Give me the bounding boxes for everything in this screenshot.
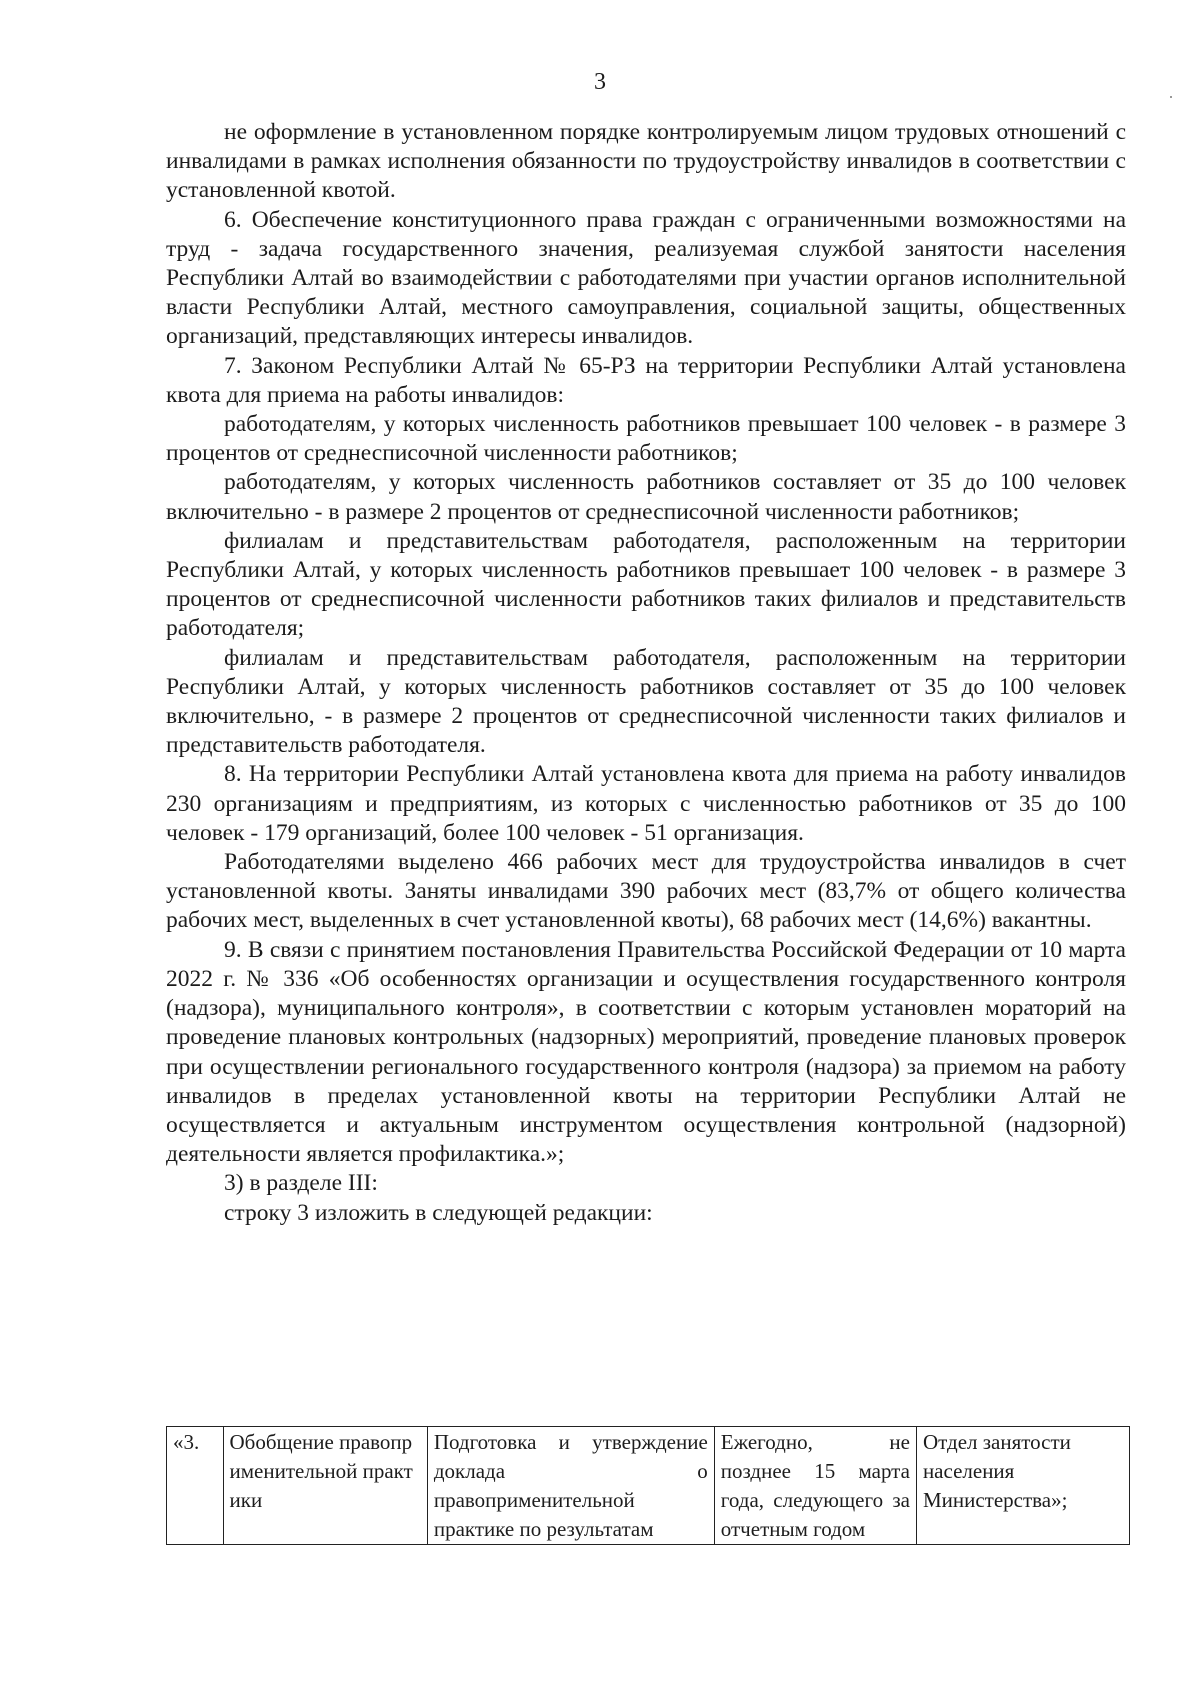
paragraph-8: 8. На территории Республики Алтай установлена квота для приема на работу инвалидов 230 организациям и предприятиям, из которых с численностью работников от 35 до 100 человек - 179 организаций, более 100 человек - 51 организация. <box>166 761 1126 846</box>
row-deadline-cell: Ежегодно, не позднее 15 марта года, следующего за отчетным годом <box>714 1427 916 1545</box>
row-name-cell: Обобщение правоприменительной практики <box>223 1427 427 1545</box>
paragraph-7: 7. Законом Республики Алтай № 65-РЗ на территории Республики Алтай установлена квота для приема на работы инвалидов: <box>166 352 1126 408</box>
row-responsible-cell: Отдел занятости населения Министерства»; <box>916 1427 1129 1545</box>
scan-artifact <box>1170 96 1172 98</box>
paragraph-6: 6. Обеспечение конституционного права граждан с ограниченными возможностями на труд - задача государственного значения, реализуемая службой занятости населения Республики Алтай во взаимодействии с работодателями при участии органов исполнительной власти Республики Алтай, местного самоуправления, социальной защиты, общественных организаций, представляющих интересы инвалидов. <box>166 206 1126 350</box>
table-row <box>167 1427 1130 1545</box>
quota-branches-35-100: филиалам и представительствам работодателя, расположенным на территории Республики Алтай, у которых численность работников составляет от 35 до 100 человек включительно, - в размере 2 процентов от среднесписочной численности таких филиалов и представительств работодателя. <box>166 644 1126 759</box>
paragraph-jobs-allocated: Работодателями выделено 466 рабочих мест для трудоустройства инвалидов в счет установленной квоты. Заняты инвалидами 390 рабочих мест (83,7% от общего количества рабочих мест, выделенных в счет установленной квоты), 68 рабочих мест (14,6%) вакантны. <box>166 849 1126 934</box>
paragraph-1: не оформление в установленном порядке контролируемым лицом трудовых отношений с инвалидами в рамках исполнения обязанности по трудоустройству инвалидов в соответствии с установленной квотой. <box>166 119 1126 204</box>
section-iii-heading: 3) в разделе III: <box>224 1170 378 1197</box>
quota-employers-35-100: работодателям, у которых численность работников составляет от 35 до 100 человек включительно - в размере 2 процентов от среднесписочной численности работников; <box>166 469 1126 525</box>
row-action-cell: Подготовка и утверждение доклада о правоприменительной практике по результатам <box>427 1427 714 1545</box>
document-body <box>166 118 1126 1228</box>
paragraph-9: 9. В связи с принятием постановления Правительства Российской Федерации от 10 марта 2022 г. № 336 «Об особенностях организации и осуществления государственного контроля (надзора), муниципального контроля», в соответствии с которым установлен мораторий на проведение плановых контрольных (надзорных) мероприятий, проведение плановых проверок при осуществлении регионального государственного контроля (надзора) за приемом на работу инвалидов в пределах установленной квоты на территории Республики Алтай не осуществляется и актуальным инструментом осуществления контрольной (надзорной) деятельности является профилактика.»; <box>166 936 1126 1168</box>
table-intro: строку 3 изложить в следующей редакции: <box>224 1199 653 1226</box>
quota-employers-over-100: работодателям, у которых численность работников превышает 100 человек - в размере 3 процентов от среднесписочной численности работников; <box>166 411 1126 467</box>
amendment-table <box>166 1426 1130 1545</box>
page-number: 3 <box>594 69 606 95</box>
quota-branches-over-100: филиалам и представительствам работодателя, расположенным на территории Республики Алтай, у которых численность работников превышает 100 человек - в размере 3 процентов от среднесписочной численности работников таких филиалов и представительств работодателя; <box>166 527 1126 642</box>
row-number-cell: «3. <box>167 1427 224 1545</box>
